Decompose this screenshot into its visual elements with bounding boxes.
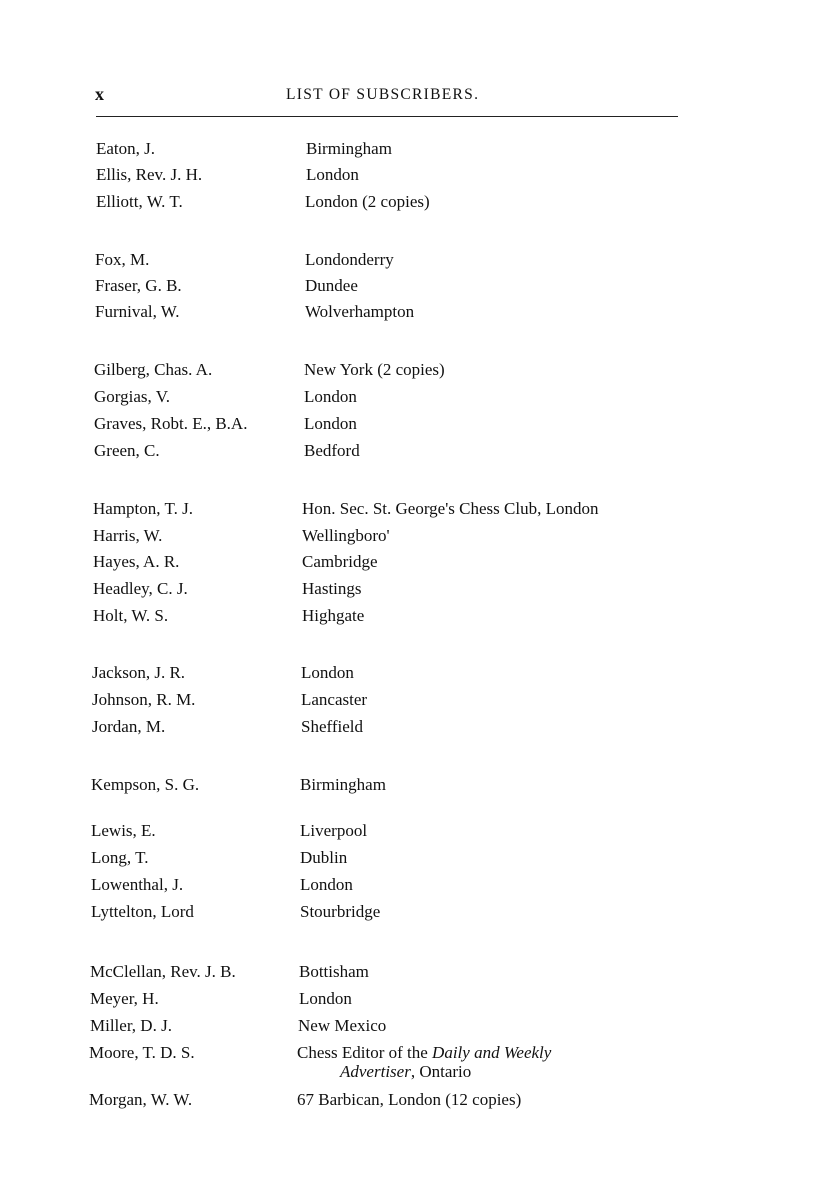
subscriber-place: Londonderry <box>305 250 394 269</box>
subscriber-place: Stourbridge <box>300 902 381 921</box>
subscriber-name: Headley, C. J. <box>93 579 188 598</box>
place-italic-text: Advertiser <box>340 1062 411 1081</box>
subscriber-name: Lewis, E. <box>91 821 156 840</box>
place-italic-text: Daily and Weekly <box>432 1043 552 1062</box>
subscriber-name: Furnival, W. <box>95 302 180 321</box>
subscriber-place-continuation <box>340 1062 471 1082</box>
subscriber-name: Holt, W. S. <box>93 606 169 625</box>
subscriber-name: Long, T. <box>91 848 149 867</box>
subscriber-name: Elliott, W. T. <box>96 192 183 211</box>
subscriber-place: Sheffield <box>301 717 364 736</box>
subscriber-name: Fox, M. <box>95 250 150 269</box>
subscriber-place: London (2 copies) <box>305 192 430 211</box>
subscriber-place: Bedford <box>304 441 360 460</box>
subscriber-name: Lyttelton, Lord <box>91 902 194 921</box>
subscriber-name: Ellis, Rev. J. H. <box>96 165 203 184</box>
subscriber-place: Lancaster <box>301 690 368 709</box>
subscriber-place: Liverpool <box>300 821 368 840</box>
header-rule <box>96 116 678 117</box>
subscriber-place: Birmingham <box>306 139 392 158</box>
subscriber-name: Eaton, J. <box>96 139 156 158</box>
subscriber-name: Green, C. <box>94 441 160 460</box>
subscriber-name: Lowenthal, J. <box>91 875 184 894</box>
subscriber-name: Gilberg, Chas. A. <box>94 360 213 379</box>
subscriber-name: Johnson, R. M. <box>92 690 196 709</box>
subscriber-place: Highgate <box>302 606 365 625</box>
subscriber-name: Hampton, T. J. <box>93 499 193 518</box>
subscriber-place: Wolverhampton <box>305 302 415 321</box>
subscriber-name: Kempson, S. G. <box>91 775 200 794</box>
subscriber-name: Morgan, W. W. <box>89 1090 193 1109</box>
subscriber-place: London <box>304 414 357 433</box>
place-text: , Ontario <box>410 1062 472 1081</box>
subscriber-name: Hayes, A. R. <box>93 552 180 571</box>
place-text: Chess Editor of the <box>297 1043 428 1062</box>
subscriber-place: New York (2 copies) <box>304 360 445 379</box>
subscriber-name: Moore, T. D. S. <box>89 1043 195 1062</box>
subscriber-place: London <box>299 989 352 1008</box>
subscriber-name: Gorgias, V. <box>94 387 171 406</box>
subscriber-place: London <box>300 875 353 894</box>
subscriber-place: London <box>306 165 359 184</box>
subscriber-place: Hon. Sec. St. George's Chess Club, London <box>302 499 599 518</box>
subscriber-place: New Mexico <box>298 1016 387 1035</box>
subscriber-place: Wellingboro' <box>302 526 390 545</box>
subscriber-name: Jordan, M. <box>92 717 166 736</box>
subscriber-name: Miller, D. J. <box>90 1016 172 1035</box>
subscriber-place: Dundee <box>305 276 358 295</box>
subscriber-name: Fraser, G. B. <box>95 276 182 295</box>
page-number: x <box>95 84 104 104</box>
subscriber-place: 67 Barbican, London (12 copies) <box>297 1090 522 1109</box>
subscriber-place: Hastings <box>302 579 362 598</box>
subscriber-place <box>297 1043 551 1063</box>
subscriber-name: Graves, Robt. E., B.A. <box>94 414 248 433</box>
subscriber-place: London <box>304 387 357 406</box>
subscriber-place: Birmingham <box>300 775 386 794</box>
subscriber-place: Bottisham <box>299 962 369 981</box>
subscriber-name: McClellan, Rev. J. B. <box>90 962 236 981</box>
subscriber-place: London <box>301 663 354 682</box>
subscriber-place: Dublin <box>300 848 348 867</box>
subscriber-name: Jackson, J. R. <box>92 663 186 682</box>
running-title: LIST OF SUBSCRIBERS. <box>286 86 480 103</box>
subscriber-place: Cambridge <box>302 552 378 571</box>
subscriber-name: Harris, W. <box>93 526 163 545</box>
subscriber-name: Meyer, H. <box>90 989 159 1008</box>
